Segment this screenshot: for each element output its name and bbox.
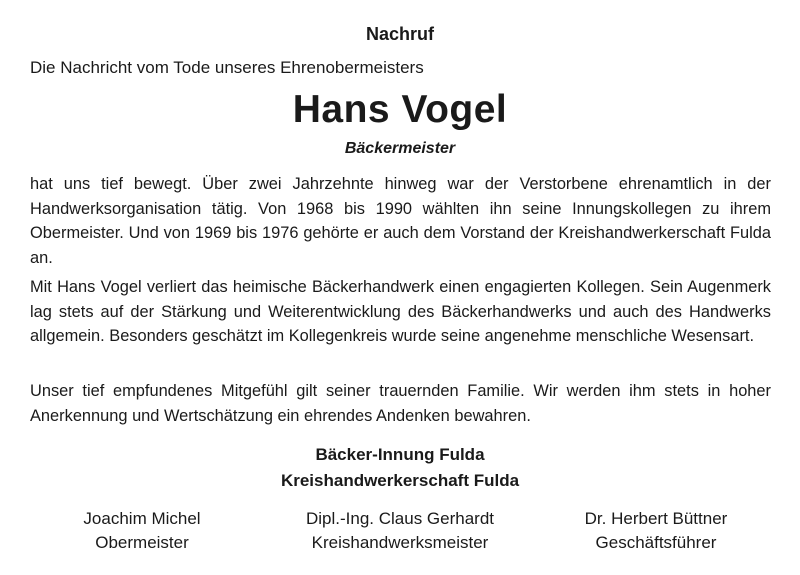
signatory-block xyxy=(556,507,756,555)
signatory-title: Kreishandwerksmeister xyxy=(311,533,489,552)
signatory-name: Dipl.-Ing. Claus Gerhardt xyxy=(305,509,495,528)
signatory-block xyxy=(260,507,540,555)
intro-line: Die Nachricht vom Tode unseres Ehrenobermeisters xyxy=(30,58,424,77)
signatory-title: Obermeister xyxy=(95,533,189,552)
signatory-name: Joachim Michel xyxy=(83,509,201,528)
paragraph-colleague: Mit Hans Vogel verliert das heimische Bäckerhandwerk einen engagierten Kollegen. Sein Augenmerk lag stets auf der Stärkung und Weiterentwicklung des Bäckerhandwerks und auch des Handwerks allgemein. Besonders geschätzt im Kollegenkreis wurde seine angenehme menschliche Wesensart. xyxy=(30,278,771,345)
organization-district: Kreishandwerkerschaft Fulda xyxy=(280,471,520,490)
deceased-name: Hans Vogel xyxy=(292,88,508,131)
paragraph-tribute: hat uns tief bewegt. Über zwei Jahrzehnte hinweg war der Verstorbene ehrenamtlich in der Handwerksorganisation tätig. Von 1968 bis 1990 wählten ihn seine Innungskollegen zu ihrem Obermeister. Und von 1969 bis 1976 gehörte er auch dem Vorstand der Kreishandwerkerschaft Fulda an. xyxy=(30,175,771,267)
signatory-block xyxy=(42,507,242,555)
signatory-name: Dr. Herbert Büttner xyxy=(584,509,728,528)
organization-guild: Bäcker-Innung Fulda xyxy=(315,445,485,464)
notice-heading: Nachruf xyxy=(365,24,434,44)
paragraph-condolence: Unser tief empfundenes Mitgefühl gilt seiner trauernden Familie. Wir werden ihm stets in hoher Anerkennung und Wertschätzung ein ehrendes Andenken bewahren. xyxy=(30,382,771,425)
signatory-title: Geschäftsführer xyxy=(595,533,717,552)
deceased-profession: Bäckermeister xyxy=(344,140,456,157)
